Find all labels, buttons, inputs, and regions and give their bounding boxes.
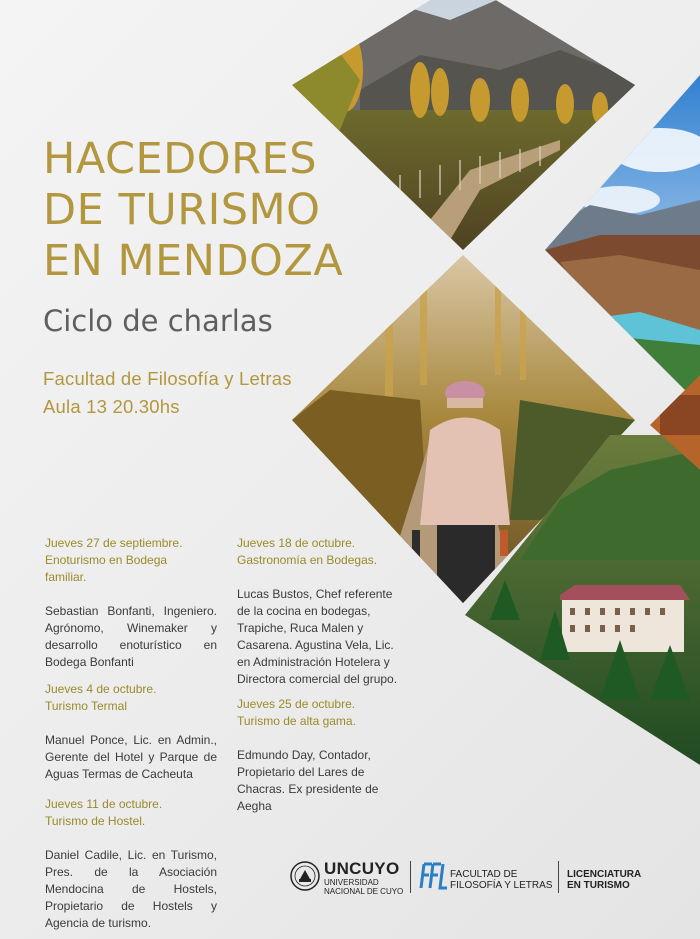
talk-date: Jueves 18 de octubre. (237, 536, 356, 550)
talk-speaker: Lucas Bustos, Chef referente de la cocina en bodegas, Trapiche, Ruca Malen y Casarena. Agustina Vela, Lic. en Administración Hotelera y Directora comercial del grupo. (237, 587, 398, 686)
hotel-building (560, 585, 690, 652)
talk-heading (45, 681, 217, 715)
uncuyo-seal-icon (290, 859, 320, 893)
talk-speaker: Sebastian Bonfanti, Ingeniero. Agrónomo, Winemaker y desarrollo enoturístico en Bodega Bonfanti (45, 604, 217, 669)
lic-line: LICENCIATURA (567, 869, 642, 880)
talk-heading (237, 696, 409, 730)
poster-title (43, 134, 343, 287)
ffyl-line: FILOSOFÍA Y LETRAS (450, 880, 553, 891)
talk-item (45, 535, 217, 671)
talk-item (237, 696, 409, 815)
logo-divider (410, 861, 411, 893)
talk-heading (45, 535, 217, 586)
talk-topic: familiar. (45, 570, 87, 584)
talk-heading (237, 535, 409, 569)
venue-time: Aula 13 20.30hs (43, 396, 180, 417)
talk-topic: Enoturismo en Bodega (45, 553, 168, 567)
venue-faculty: Facultad de Filosofía y Letras (43, 368, 292, 389)
talk-item (45, 796, 217, 932)
talk-speaker: Daniel Cadile, Lic. en Turismo, Pres. de la Asociación Mendocina de Hostels, Propietario de Hostels y Agencia de turismo. (45, 848, 217, 930)
uncuyo-subtitle (324, 878, 403, 896)
talk-date: Jueves 27 de septiembre. (45, 536, 183, 550)
poster-subtitle: Ciclo de charlas (43, 304, 273, 338)
talk-speaker: Edmundo Day, Contador, Propietario del Lares de Chacras. Ex presidente de Aegha (237, 748, 379, 813)
licenciatura-wordmark (567, 869, 641, 891)
talk-topic: Turismo de alta gama. (237, 714, 356, 728)
talk-date: Jueves 25 de octubre. (237, 697, 356, 711)
ffyl-logo-icon (418, 860, 448, 892)
talk-item (237, 535, 409, 688)
title-line: EN MENDOZA (43, 236, 344, 286)
talk-topic: Gastronomía en Bodegas. (237, 553, 378, 567)
lic-line: EN TURISMO (567, 880, 630, 891)
uncuyo-sub-line: NACIONAL DE CUYO (324, 887, 404, 896)
talk-date: Jueves 4 de octubre. (45, 682, 157, 696)
talk-date: Jueves 11 de octubre. (45, 797, 163, 811)
title-line: DE TURISMO (43, 185, 321, 235)
talk-speaker: Manuel Ponce, Lic. en Admin., Gerente del Hotel y Parque de Aguas Termas de Cacheuta (45, 733, 217, 781)
ffyl-wordmark (450, 869, 552, 891)
talk-topic: Turismo Termal (45, 699, 128, 713)
title-line: HACEDORES (43, 134, 317, 184)
ffyl-line: FACULTAD DE (450, 869, 518, 880)
talk-heading (45, 796, 217, 830)
logo-divider (558, 861, 559, 893)
talk-topic: Turismo de Hostel. (45, 814, 146, 828)
institution-logos (290, 857, 650, 897)
talk-item (45, 681, 217, 783)
venue-info (43, 365, 292, 421)
uncuyo-sub-line: UNIVERSIDAD (324, 878, 379, 887)
uncuyo-wordmark: UNCUYO (324, 859, 400, 878)
